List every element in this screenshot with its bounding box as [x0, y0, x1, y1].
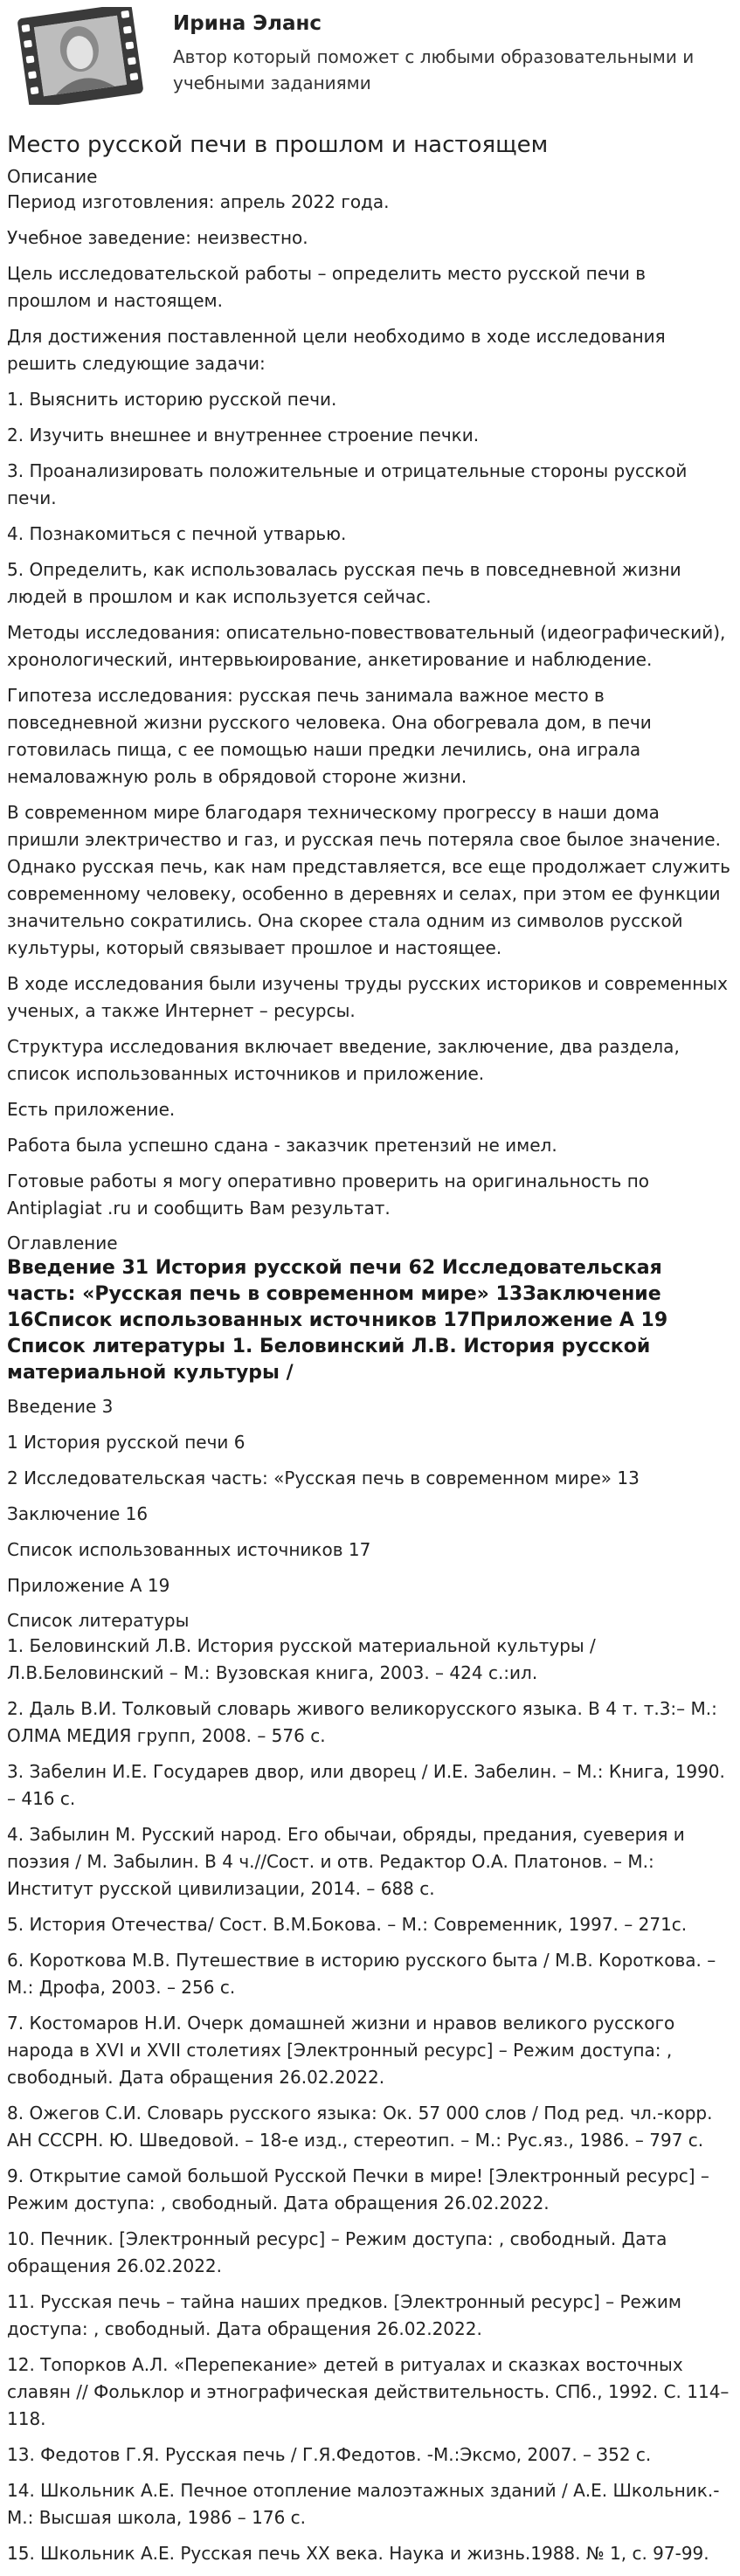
toc-item: Заключение 16	[7, 1503, 149, 1524]
toc-bold-summary: Введение 31 История русской печи 62 Исследовательская часть: «Русская печь в современном мире» 13Заключение 16Список использованных источников 17Приложение А 19 Список литературы 1. Беловинский Л.В. История русской материальной культуры /	[7, 1257, 668, 1384]
toc-item: Список использованных источников 17	[7, 1539, 371, 1560]
literature-item: 3. Забелин И.Е. Государев двор, или дворец / И.Е. Забелин. – М.: Книга, 1990. – 416 с.	[7, 1761, 725, 1809]
description-paragraph: Работа была успешно сдана - заказчик претензий не имел.	[7, 1135, 557, 1156]
description-paragraph: 2. Изучить внешнее и внутреннее строение печки.	[7, 425, 480, 445]
literature-item: 13. Федотов Г.Я. Русская печь / Г.Я.Федотов. -М.:Эксмо, 2007. – 352 с.	[7, 2444, 652, 2465]
description-paragraph: 4. Познакомиться с печной утварью.	[7, 523, 347, 544]
author-avatar[interactable]	[7, 7, 154, 105]
toc-list	[7, 1393, 733, 1599]
work-title: Место русской печи в прошлом и настоящем	[7, 132, 549, 158]
author-name[interactable]: Ирина Эланс	[173, 12, 322, 35]
description-paragraph: Для достижения поставленной цели необходимо в ходе исследования решить следующие задачи:	[7, 326, 666, 374]
author-photo-frame-icon	[7, 7, 154, 105]
toc-item: 1 История русской печи 6	[7, 1432, 246, 1453]
description-paragraph: Цель исследовательской работы – определить место русской печи в прошлом и настоящем.	[7, 263, 647, 311]
literature-item: 2. Даль В.И. Толковый словарь живого великорусского языка. В 4 т. т.3:– М.: ОЛМА МЕДИЯ групп, 2008. – 576 с.	[7, 1698, 717, 1746]
literature-item: 12. Топорков А.Л. «Перепекание» детей в ритуалах и сказках восточных славян // Фольклор и этнографическая действительность. СПб., 1992. С. 114–118.	[7, 2354, 730, 2429]
description-paragraph: Учебное заведение: неизвестно.	[7, 227, 308, 248]
literature-item: 9. Открытие самой большой Русской Печки в мире! [Электронный ресурс] – Режим доступа: , свободный. Дата обращения 26.02.2022.	[7, 2165, 709, 2213]
author-header	[7, 0, 733, 112]
description-paragraph: Готовые работы я могу оперативно проверить на оригинальность по Antiplagiat .ru и сообщить Вам результат.	[7, 1171, 649, 1219]
literature-item: 15. Школьник А.Е. Русская печь XX века. Наука и жизнь.1988. № 1, с. 97-99.	[7, 2543, 709, 2564]
description-paragraph: Методы исследования: описательно-повествовательный (идеографический), хронологический, интервьюирование, анкетирование и наблюдение.	[7, 622, 726, 670]
description-paragraph: В современном мире благодаря техническому прогрессу в наши дома пришли электричество и газ, и русская печь потеряла свое былое значение. Однако русская печь, как нам представляется, все еще продолжает служить современному человеку, особенно в деревнях и селах, при этом ее функции значительно сократились. Она скорее стала одним из символов русской культуры, который связывает прошлое и настоящее.	[7, 802, 730, 958]
literature-heading: Список литературы	[7, 1610, 190, 1631]
literature-item: 4. Забылин М. Русский народ. Его обычаи, обряды, предания, суеверия и поэзия / М. Забылин. В 4 ч.//Сост. и отв. Редактор О.А. Платонов. – М.: Институт русской цивилизации, 2014. – 688 с.	[7, 1824, 685, 1899]
literature-item: 8. Ожегов С.И. Словарь русского языка: Ок. 57 000 слов / Под ред. чл.-корр. АН СССРН. Ю. Шведовой. – 18-е изд., стереотип. – М.: Рус.яз., 1986. – 797 с.	[7, 2103, 713, 2151]
description-paragraph: Период изготовления: апрель 2022 года.	[7, 191, 390, 212]
literature-item: 5. История Отечества/ Сост. В.М.Бокова. – М.: Современник, 1997. – 271с.	[7, 1914, 688, 1935]
description-paragraph: Есть приложение.	[7, 1099, 176, 1120]
description-paragraph: 5. Определить, как использовалась русская печь в повседневной жизни людей в прошлом и как используется сейчас.	[7, 559, 681, 607]
literature-item: 6. Короткова М.В. Путешествие в историю русского быта / М.В. Короткова. – М.: Дрофа, 2003. – 256 с.	[7, 1950, 716, 1998]
toc-item: 2 Исследовательская часть: «Русская печь в современном мире» 13	[7, 1468, 640, 1488]
author-description: Автор который поможет с любыми образовательными и учебными заданиями	[173, 46, 695, 93]
description-paragraph: 3. Проанализировать положительные и отрицательные стороны русской печи.	[7, 460, 688, 508]
literature-item: 10. Печник. [Электронный ресурс] – Режим доступа: , свободный. Дата обращения 26.02.2022.	[7, 2228, 667, 2276]
literature-item: 7. Костомаров Н.И. Очерк домашней жизни и нравов великого русского народа в XVI и XVII столетиях [Электронный ресурс] – Режим доступа: , свободный. Дата обращения 26.02.2022.	[7, 2013, 675, 2088]
toc-heading: Оглавление	[7, 1233, 118, 1253]
literature-item: 11. Русская печь – тайна наших предков. [Электронный ресурс] – Режим доступа: , свободный. Дата обращения 26.02.2022.	[7, 2291, 681, 2339]
toc-item: Введение 3	[7, 1396, 114, 1417]
literature-item: 1. Беловинский Л.В. История русской материальной культуры / Л.В.Беловинский – М.: Вузовская книга, 2003. – 424 с.:ил.	[7, 1635, 596, 1683]
description-paragraph: В ходе исследования были изучены труды русских историков и современных ученых, а также Интернет – ресурсы.	[7, 973, 728, 1021]
toc-item: Приложение А 19	[7, 1575, 170, 1596]
description-heading: Описание	[7, 166, 98, 187]
literature-item: 14. Школьник А.Е. Печное отопление малоэтажных зданий / А.Е. Школьник.-М.: Высшая школа, 1986 – 176 с.	[7, 2480, 720, 2528]
description-paragraph: Структура исследования включает введение, заключение, два раздела, список использованных источников и приложение.	[7, 1036, 680, 1084]
description-body	[7, 189, 733, 1222]
literature-list	[7, 1633, 733, 2567]
description-paragraph: 1. Выяснить историю русской печи.	[7, 389, 337, 410]
description-paragraph: Гипотеза исследования: русская печь занимала важное место в повседневной жизни русского человека. Она обогревала дом, в печи готовилась пища, с ее помощью наши предки лечились, она играла немаловажную роль в обрядовой стороне жизни.	[7, 685, 652, 787]
